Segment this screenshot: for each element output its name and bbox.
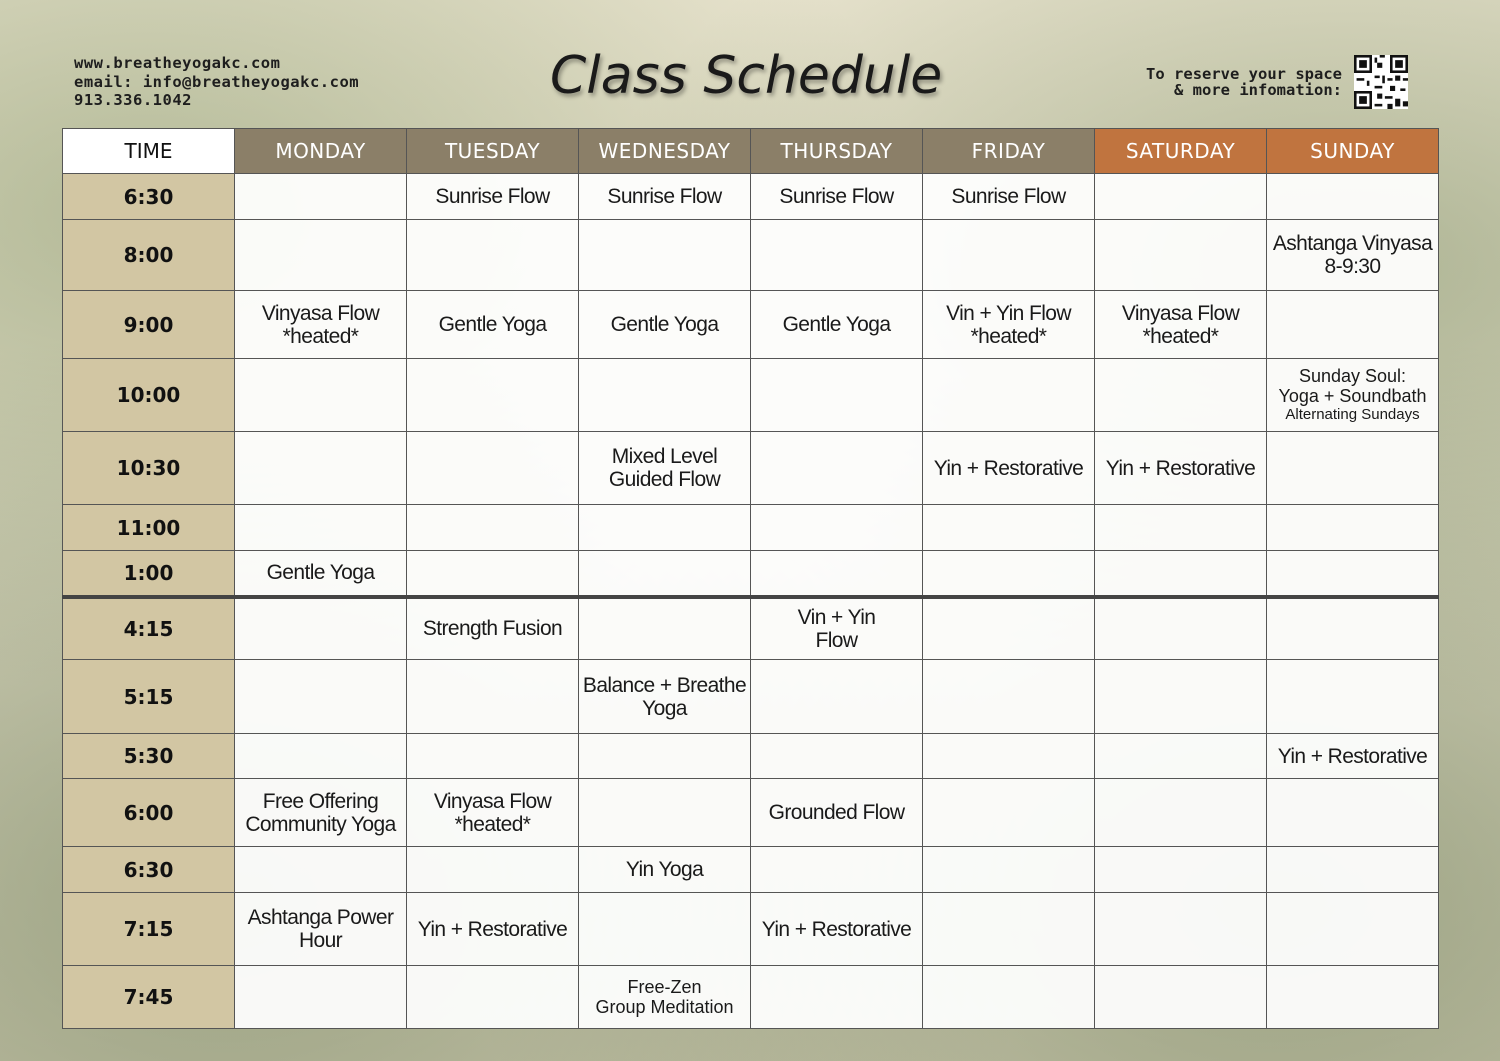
class-cell bbox=[923, 660, 1095, 734]
class-cell bbox=[1095, 597, 1267, 660]
class-cell bbox=[751, 220, 923, 291]
class-cell bbox=[923, 893, 1095, 966]
class-cell bbox=[579, 551, 751, 597]
class-cell bbox=[1095, 660, 1267, 734]
class-name: Sunrise Flow bbox=[435, 185, 550, 208]
class-cell bbox=[235, 734, 407, 779]
time-cell: 1:00 bbox=[63, 551, 235, 597]
class-cell bbox=[1267, 660, 1439, 734]
class-cell bbox=[407, 359, 579, 432]
class-cell bbox=[235, 966, 407, 1029]
class-name: Mixed Level Guided Flow bbox=[608, 445, 721, 491]
class-cell bbox=[579, 847, 751, 893]
class-name: Grounded Flow bbox=[768, 801, 905, 824]
phone-number: 913.336.1042 bbox=[74, 91, 192, 109]
class-cell bbox=[1267, 174, 1439, 220]
class-cell bbox=[235, 359, 407, 432]
class-name: Sunrise Flow bbox=[607, 185, 722, 208]
reserve-line-1: To reserve your space bbox=[1146, 65, 1342, 83]
table-row bbox=[63, 174, 1439, 220]
day-header-sunday: SUNDAY bbox=[1267, 129, 1439, 174]
class-cell bbox=[923, 734, 1095, 779]
class-name: Yin + Restorative bbox=[761, 917, 912, 941]
time-cell: 7:15 bbox=[63, 893, 235, 966]
time-cell: 10:00 bbox=[63, 359, 235, 432]
class-cell bbox=[579, 734, 751, 779]
reserve-note bbox=[1146, 66, 1342, 98]
class-cell bbox=[751, 174, 923, 220]
class-cell bbox=[1267, 847, 1439, 893]
class-cell bbox=[751, 734, 923, 779]
day-header-wednesday: WEDNESDAY bbox=[579, 129, 751, 174]
class-cell bbox=[579, 893, 751, 966]
class-name: Free Offering Community Yoga bbox=[245, 789, 396, 836]
day-header-tuesday: TUESDAY bbox=[407, 129, 579, 174]
class-cell bbox=[235, 893, 407, 966]
time-cell: 5:15 bbox=[63, 660, 235, 734]
class-cell bbox=[579, 359, 751, 432]
table-row bbox=[63, 893, 1439, 966]
class-cell bbox=[579, 597, 751, 660]
class-cell bbox=[235, 597, 407, 660]
class-cell bbox=[235, 220, 407, 291]
class-name: Vin + Yin Flow *heated* bbox=[946, 301, 1071, 348]
table-row bbox=[63, 597, 1439, 660]
class-cell bbox=[923, 432, 1095, 505]
class-cell bbox=[407, 597, 579, 660]
class-name: Gentle Yoga bbox=[266, 561, 375, 585]
class-cell bbox=[751, 597, 923, 660]
class-cell bbox=[579, 174, 751, 220]
class-cell bbox=[407, 660, 579, 734]
time-cell: 6:00 bbox=[63, 779, 235, 847]
class-name: Yin + Restorative bbox=[1277, 744, 1428, 768]
class-cell bbox=[579, 432, 751, 505]
class-name: Ashtanga Vinyasa 8-9:30 bbox=[1272, 232, 1433, 278]
class-name: Vinyasa Flow *heated* bbox=[433, 789, 552, 836]
class-cell bbox=[923, 966, 1095, 1029]
class-cell bbox=[407, 291, 579, 359]
class-cell bbox=[923, 174, 1095, 220]
class-cell bbox=[1267, 220, 1439, 291]
class-cell bbox=[923, 359, 1095, 432]
class-cell bbox=[751, 660, 923, 734]
class-cell bbox=[1095, 220, 1267, 291]
class-cell bbox=[1267, 597, 1439, 660]
email-link[interactable]: email: info@breatheyogakc.com bbox=[74, 72, 360, 91]
class-cell bbox=[235, 174, 407, 220]
class-name: Yin + Restorative bbox=[933, 456, 1084, 480]
class-cell bbox=[1267, 505, 1439, 551]
time-cell: 9:00 bbox=[63, 291, 235, 359]
day-header-monday: MONDAY bbox=[235, 129, 407, 174]
class-name: Sunrise Flow bbox=[779, 185, 894, 208]
time-cell: 6:30 bbox=[63, 174, 235, 220]
class-cell bbox=[751, 291, 923, 359]
class-cell bbox=[1267, 966, 1439, 1029]
class-cell bbox=[235, 847, 407, 893]
class-cell bbox=[235, 551, 407, 597]
class-cell bbox=[1095, 359, 1267, 432]
time-cell: 4:15 bbox=[63, 597, 235, 660]
time-cell: 5:30 bbox=[63, 734, 235, 779]
table-row bbox=[63, 660, 1439, 734]
time-column-header: TIME bbox=[63, 129, 235, 174]
day-header-friday: FRIDAY bbox=[923, 129, 1095, 174]
class-cell bbox=[923, 551, 1095, 597]
class-cell bbox=[1095, 551, 1267, 597]
class-cell bbox=[751, 893, 923, 966]
class-cell bbox=[235, 505, 407, 551]
class-cell bbox=[579, 779, 751, 847]
class-cell bbox=[407, 432, 579, 505]
class-cell bbox=[751, 779, 923, 847]
table-row bbox=[63, 291, 1439, 359]
class-cell bbox=[235, 779, 407, 847]
class-cell bbox=[1267, 359, 1439, 432]
time-cell: 8:00 bbox=[63, 220, 235, 291]
class-cell bbox=[1095, 291, 1267, 359]
class-cell bbox=[1095, 174, 1267, 220]
class-cell bbox=[923, 220, 1095, 291]
class-cell bbox=[407, 847, 579, 893]
class-cell bbox=[407, 505, 579, 551]
class-cell bbox=[1095, 893, 1267, 966]
class-cell bbox=[1267, 779, 1439, 847]
class-cell bbox=[579, 220, 751, 291]
class-note: Alternating Sundays bbox=[1285, 406, 1420, 423]
class-cell bbox=[923, 291, 1095, 359]
table-row bbox=[63, 359, 1439, 432]
class-cell bbox=[751, 505, 923, 551]
class-cell bbox=[1267, 551, 1439, 597]
class-cell bbox=[1267, 291, 1439, 359]
class-name: Yin + Restorative bbox=[1105, 456, 1256, 480]
class-name: Ashtanga Power Hour bbox=[247, 906, 394, 952]
time-cell: 11:00 bbox=[63, 505, 235, 551]
class-name: Sunrise Flow bbox=[951, 185, 1066, 208]
class-cell bbox=[407, 174, 579, 220]
class-cell bbox=[751, 847, 923, 893]
day-header-saturday: SATURDAY bbox=[1095, 129, 1267, 174]
class-cell bbox=[579, 966, 751, 1029]
class-name: Free-Zen Group Meditation bbox=[595, 977, 734, 1017]
class-name: Gentle Yoga bbox=[438, 313, 547, 336]
class-cell bbox=[235, 660, 407, 734]
class-cell bbox=[1267, 893, 1439, 966]
class-cell bbox=[923, 505, 1095, 551]
class-cell bbox=[1095, 779, 1267, 847]
class-cell bbox=[407, 551, 579, 597]
class-cell bbox=[751, 966, 923, 1029]
class-name: Yin Yoga bbox=[625, 858, 704, 881]
class-cell bbox=[235, 291, 407, 359]
table-row bbox=[63, 966, 1439, 1029]
class-name: Vinyasa Flow *heated* bbox=[1121, 301, 1240, 348]
class-cell bbox=[1095, 734, 1267, 779]
class-cell bbox=[751, 432, 923, 505]
class-cell bbox=[579, 505, 751, 551]
class-name: Balance + Breathe Yoga bbox=[582, 673, 747, 720]
table-row bbox=[63, 505, 1439, 551]
table-row bbox=[63, 734, 1439, 779]
class-cell bbox=[1095, 505, 1267, 551]
class-cell bbox=[1095, 432, 1267, 505]
class-cell bbox=[1267, 432, 1439, 505]
table-row bbox=[63, 779, 1439, 847]
class-name: Yin + Restorative bbox=[417, 917, 568, 941]
class-cell bbox=[579, 660, 751, 734]
class-name: Vin + Yin Flow bbox=[797, 605, 876, 652]
class-cell bbox=[1095, 847, 1267, 893]
class-name: Gentle Yoga bbox=[782, 313, 891, 336]
class-name: Strength Fusion bbox=[422, 617, 563, 641]
class-cell bbox=[407, 220, 579, 291]
contact-info bbox=[74, 54, 359, 110]
website-link[interactable]: www.breatheyogakc.com bbox=[74, 54, 281, 72]
class-cell bbox=[923, 847, 1095, 893]
class-cell bbox=[923, 779, 1095, 847]
class-cell bbox=[1267, 734, 1439, 779]
class-schedule-table bbox=[62, 128, 1439, 1029]
table-row bbox=[63, 432, 1439, 505]
class-cell bbox=[751, 551, 923, 597]
class-cell bbox=[407, 734, 579, 779]
class-cell bbox=[1095, 966, 1267, 1029]
class-cell bbox=[751, 359, 923, 432]
class-name: Sunday Soul: Yoga + Soundbath bbox=[1278, 366, 1427, 406]
page-title: Class Schedule bbox=[550, 46, 943, 106]
table-row bbox=[63, 551, 1439, 597]
time-cell: 10:30 bbox=[63, 432, 235, 505]
table-row bbox=[63, 220, 1439, 291]
class-cell bbox=[235, 432, 407, 505]
table-row bbox=[63, 847, 1439, 893]
class-name: Gentle Yoga bbox=[610, 313, 719, 336]
class-cell bbox=[407, 779, 579, 847]
class-cell bbox=[579, 291, 751, 359]
time-cell: 7:45 bbox=[63, 966, 235, 1029]
day-header-thursday: THURSDAY bbox=[751, 129, 923, 174]
class-cell bbox=[923, 597, 1095, 660]
reserve-line-2: & more infomation: bbox=[1174, 81, 1342, 99]
qr-code-icon[interactable] bbox=[1354, 55, 1408, 109]
class-name: Vinyasa Flow *heated* bbox=[261, 301, 380, 348]
time-cell: 6:30 bbox=[63, 847, 235, 893]
class-cell bbox=[407, 966, 579, 1029]
class-cell bbox=[407, 893, 579, 966]
